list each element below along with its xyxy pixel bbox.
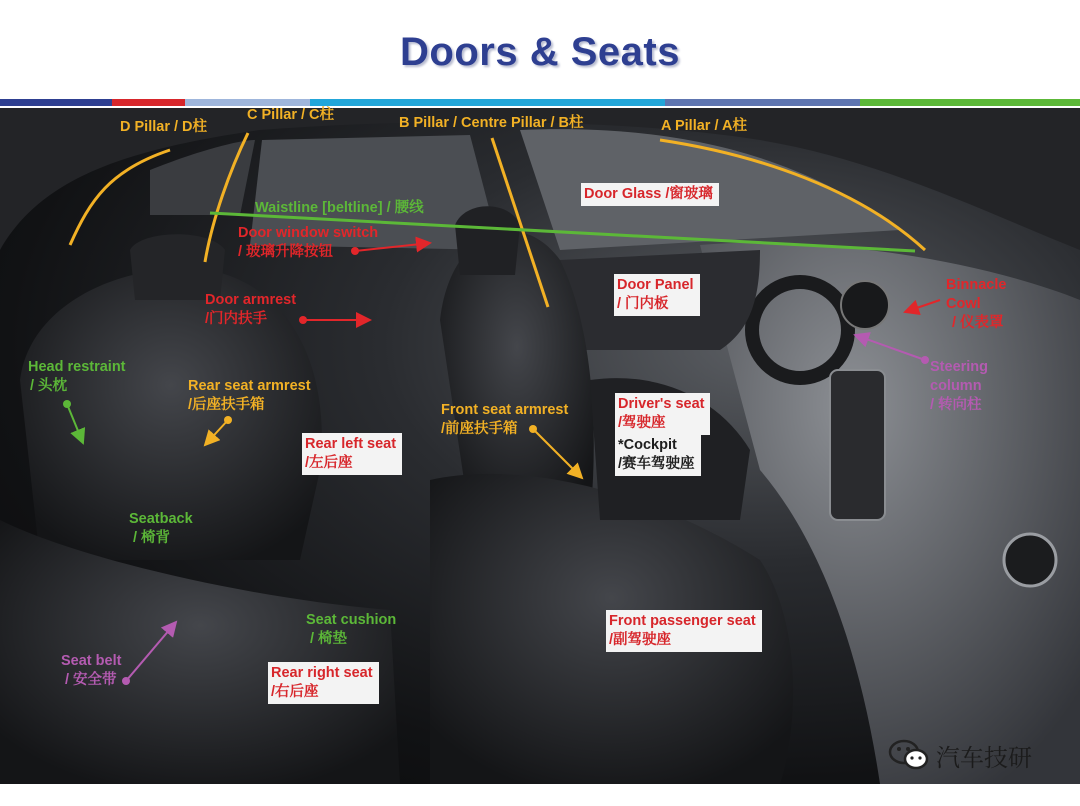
center-console [830,370,885,520]
door-armrest-label: Door armrest /门内扶手 [205,292,297,327]
page-title: Doors & Seats [400,30,680,74]
divider-segment-slate [665,99,860,106]
seat-belt-label: Seat belt / 安全带 [61,653,122,688]
front-seat-armrest-label: Front seat armrest /前座扶手箱 [441,402,569,437]
air-vent [1004,534,1056,586]
head-restraint-label: Head restraint / 头枕 [28,359,126,394]
rear-right-seat-label: Rear right seat /右后座 [268,662,379,704]
steering-column-label: Steering column / 转向柱 [930,359,989,413]
rear-seat-armrest-label: Rear seat armrest /后座扶手箱 [188,378,311,413]
instrument-dial [841,281,889,329]
rear-left-seat-label: Rear left seat /左后座 [302,433,402,475]
door-panel-label: Door Panel / 门内板 [614,274,700,316]
divider-segment-lightblue [185,99,310,106]
watermark-text: 汽车技研 [936,744,1032,772]
seatback-label: Seatback / 椅背 [129,511,193,546]
door-window-switch-label: Door window switch / 玻璃升降按钮 [238,225,379,260]
cockpit-label: *Cockpit /赛车驾驶座 [615,434,701,476]
door-glass-label: Door Glass /窗玻璃 [581,183,719,206]
divider-segment-cyan [310,99,665,106]
c-pillar-label: C Pillar / C柱 [247,107,335,123]
divider-segment-green [860,99,1080,106]
a-pillar-label: A Pillar / A柱 [661,118,747,134]
front-passenger-seat-label: Front passenger seat /副驾驶座 [606,610,762,652]
b-pillar-label: B Pillar / Centre Pillar / B柱 [399,115,584,131]
d-pillar-label: D Pillar / D柱 [120,119,208,135]
binnacle-cowl-label: Binnacle Cowl / 仪表罩 [946,277,1007,331]
divider-segment-red [112,99,185,106]
car-interior-photo [0,108,1080,784]
seat-cushion-label: Seat cushion / 椅垫 [306,612,397,647]
wechat-icon [888,738,930,772]
drivers-seat-label: Driver's seat /驾驶座 [615,393,710,435]
divider-segment-navy [0,99,112,106]
front-seat-headrest [455,206,520,275]
waistline-label: Waistline [beltline] / 腰线 [255,200,424,216]
